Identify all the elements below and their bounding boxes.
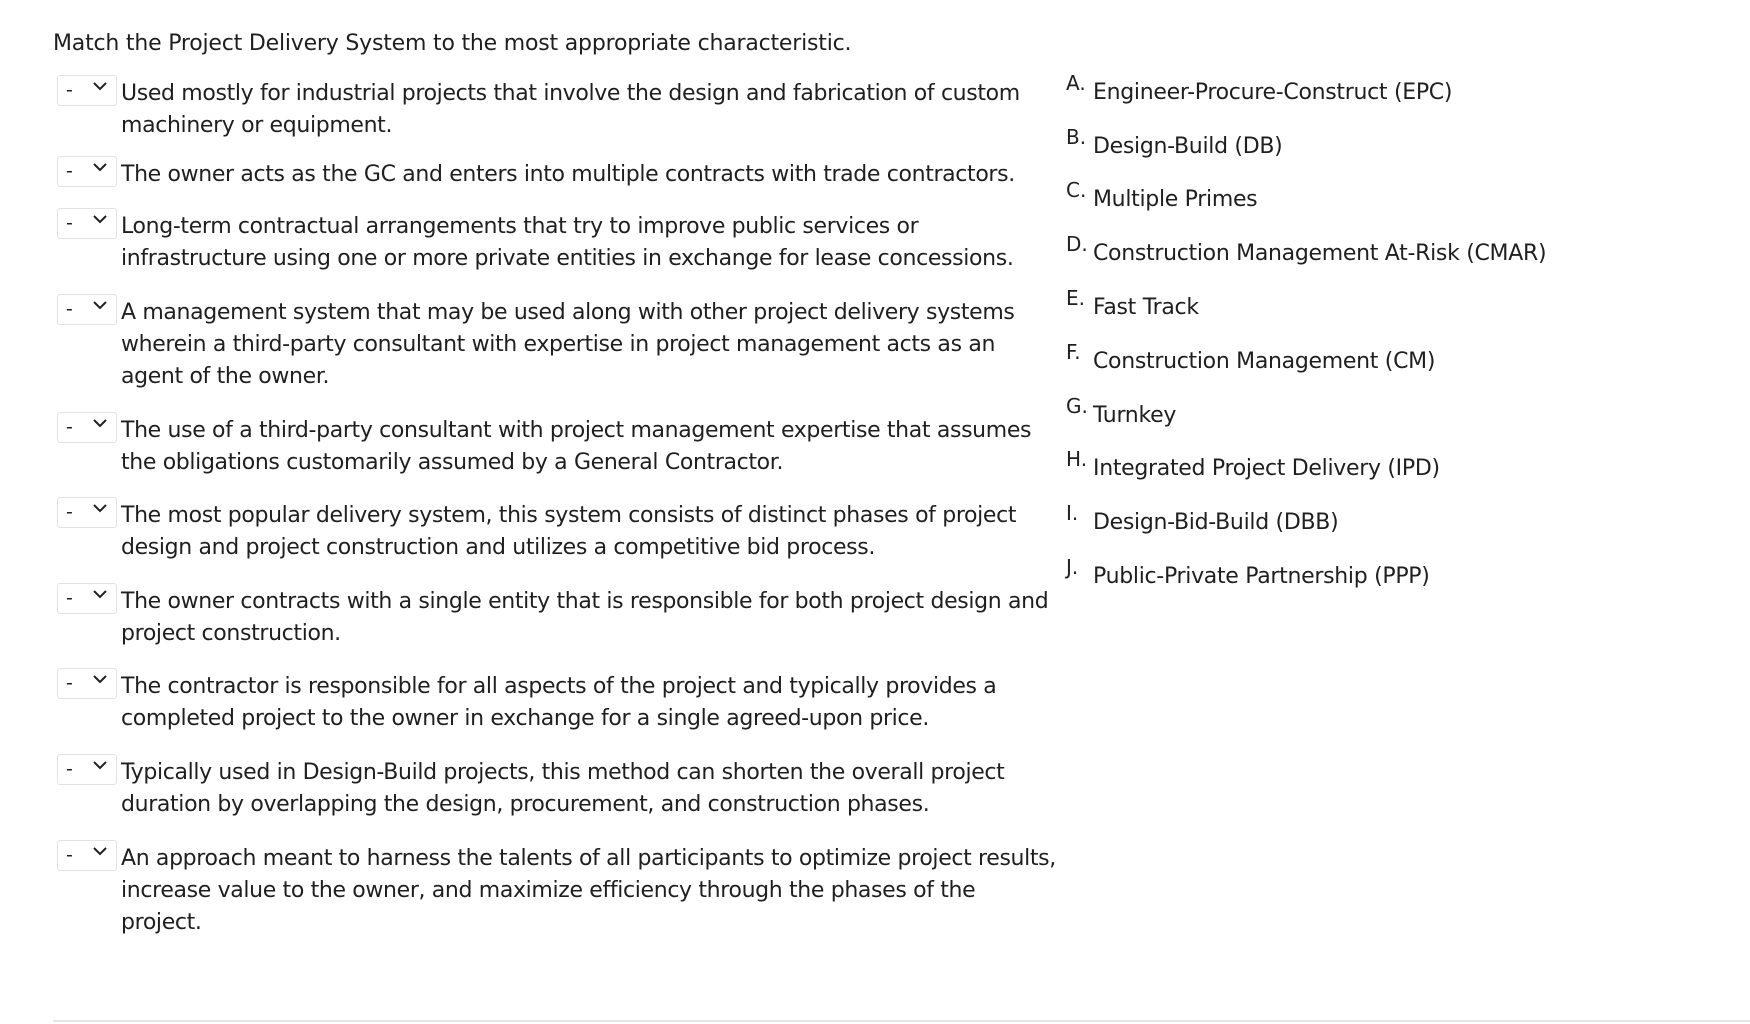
answer-item — [1066, 179, 1257, 214]
chevron-down-icon — [92, 417, 108, 429]
answer-text: Turnkey — [1093, 403, 1177, 428]
question-title: Match the Project Delivery System to the most appropriate characteristic. — [53, 31, 852, 56]
answer-select[interactable] — [57, 754, 117, 785]
answer-letter: E. — [1066, 286, 1085, 310]
select-value: - — [66, 587, 73, 609]
answer-item — [1066, 556, 1430, 591]
answer-select[interactable] — [57, 840, 117, 871]
select-value: - — [66, 501, 73, 523]
prompt-row — [57, 294, 1057, 393]
prompt-text: Used mostly for industrial projects that involve the design and fabrication of custom machinery or equipment. — [121, 81, 1020, 138]
answer-letter: A. — [1066, 71, 1086, 95]
chevron-down-icon — [92, 80, 108, 92]
select-value: - — [66, 212, 73, 234]
prompt-row — [57, 156, 1057, 191]
answer-item — [1066, 126, 1282, 161]
prompt-row — [57, 208, 1057, 275]
answer-letter: G. — [1066, 394, 1088, 418]
answer-select[interactable] — [57, 668, 117, 699]
chevron-down-icon — [92, 673, 108, 685]
chevron-down-icon — [92, 759, 108, 771]
prompt-text: An approach meant to harness the talents of all participants to optimize project results, increase value to the owner, and maximize efficiency through the phases of the project. — [121, 846, 1056, 935]
select-value: - — [66, 844, 73, 866]
prompt-text: The owner acts as the GC and enters into multiple contracts with trade contractors. — [121, 162, 1015, 187]
prompt-text: The use of a third-party consultant with project management expertise that assumes the obligations customarily assumed by a General Contractor. — [121, 418, 1032, 475]
chevron-down-icon — [92, 588, 108, 600]
answer-text: Integrated Project Delivery (IPD) — [1093, 456, 1440, 481]
answer-select[interactable] — [57, 294, 117, 325]
answer-item — [1066, 502, 1338, 537]
answer-text: Multiple Primes — [1093, 187, 1258, 212]
answer-text: Design-Build (DB) — [1093, 134, 1283, 159]
answer-select[interactable] — [57, 583, 117, 614]
chevron-down-icon — [92, 213, 108, 225]
answer-letter: C. — [1066, 178, 1087, 202]
select-value: - — [66, 416, 73, 438]
select-value: - — [66, 79, 73, 101]
divider — [53, 1020, 1750, 1022]
answer-letter: J. — [1066, 555, 1079, 579]
answer-item — [1066, 341, 1435, 376]
answer-text: Construction Management (CM) — [1093, 349, 1436, 374]
select-value: - — [66, 160, 73, 182]
prompt-row — [57, 840, 1057, 939]
prompt-text: The contractor is responsible for all aspects of the project and typically provides a completed project to the owner in exchange for a single agreed-upon price. — [121, 674, 997, 731]
answer-letter: I. — [1066, 501, 1079, 525]
prompt-row — [57, 497, 1057, 564]
answer-letter: H. — [1066, 447, 1088, 471]
select-value: - — [66, 758, 73, 780]
prompt-row — [57, 668, 1057, 735]
chevron-down-icon — [92, 845, 108, 857]
answer-item — [1066, 395, 1176, 430]
answer-letter: B. — [1066, 125, 1087, 149]
chevron-down-icon — [92, 502, 108, 514]
select-value: - — [66, 298, 73, 320]
answer-item — [1066, 233, 1546, 268]
answer-letter: D. — [1066, 232, 1088, 256]
prompt-text: Long-term contractual arrangements that try to improve public services or infrastructure using one or more private entities in exchange for lease concessions. — [121, 214, 1014, 271]
prompt-row — [57, 412, 1057, 479]
answer-select[interactable] — [57, 412, 117, 443]
prompt-text: The most popular delivery system, this system consists of distinct phases of project design and project construction and utilizes a competitive bid process. — [121, 503, 1017, 560]
answer-item — [1066, 287, 1199, 322]
prompt-text: The owner contracts with a single entity that is responsible for both project design and project construction. — [121, 589, 1049, 646]
answer-letter: F. — [1066, 340, 1081, 364]
prompt-row — [57, 583, 1057, 650]
prompt-row — [57, 75, 1057, 142]
answer-item — [1066, 448, 1440, 483]
answer-text: Public-Private Partnership (PPP) — [1093, 564, 1430, 589]
select-value: - — [66, 672, 73, 694]
answer-text: Construction Management At-Risk (CMAR) — [1093, 241, 1547, 266]
answer-item — [1066, 72, 1452, 107]
answer-text: Engineer-Procure-Construct (EPC) — [1093, 80, 1453, 105]
chevron-down-icon — [92, 299, 108, 311]
answer-select[interactable] — [57, 497, 117, 528]
answer-select[interactable] — [57, 156, 117, 187]
prompt-text: Typically used in Design-Build projects, this method can shorten the overall project duration by overlapping the design, procurement, and construction phases. — [121, 760, 1005, 817]
prompt-text: A management system that may be used along with other project delivery systems wherein a third-party consultant with expertise in project management acts as an agent of the owner. — [121, 300, 1015, 389]
answer-text: Fast Track — [1093, 295, 1199, 320]
prompt-row — [57, 754, 1057, 821]
chevron-down-icon — [92, 161, 108, 173]
answer-select[interactable] — [57, 75, 117, 106]
answer-select[interactable] — [57, 208, 117, 239]
answer-text: Design-Bid-Build (DBB) — [1093, 510, 1339, 535]
